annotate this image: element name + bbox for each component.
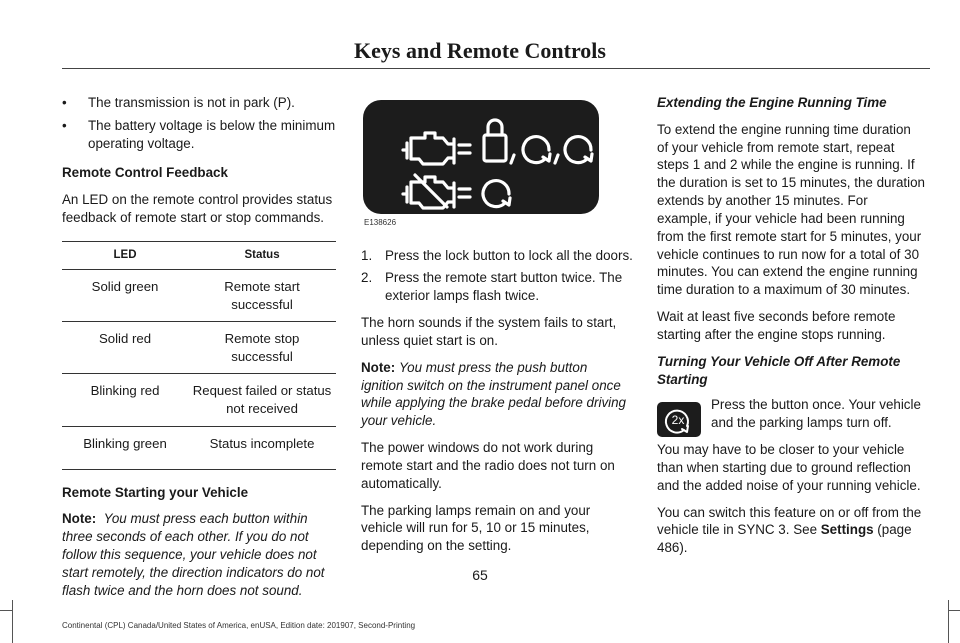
image-code: E138626 bbox=[364, 218, 397, 227]
step-item bbox=[361, 247, 633, 265]
led-status-table bbox=[62, 241, 336, 470]
table-cell-led: Blinking green bbox=[62, 426, 188, 469]
table-row bbox=[62, 426, 336, 469]
step-number: 2. bbox=[361, 270, 373, 286]
note-label: Note: bbox=[361, 359, 396, 375]
page-number: 65 bbox=[472, 567, 488, 583]
table-header-row bbox=[62, 241, 336, 269]
turning-heading: Turning Your Vehicle Off After Remote Starting bbox=[657, 353, 901, 387]
switch-text bbox=[657, 504, 925, 557]
closer-text: You may have to be closer to your vehicle than when starting due to ground reflection and the added noise of your running vehicle. bbox=[657, 442, 921, 493]
table-cell-status: Status incomplete bbox=[188, 426, 336, 469]
table-row bbox=[62, 270, 336, 322]
table-cell-led: Blinking red bbox=[62, 374, 188, 426]
bullet-text: The transmission is not in park (P). bbox=[88, 95, 295, 110]
bullet-dot: • bbox=[62, 95, 67, 110]
starting-note bbox=[62, 510, 336, 599]
extending-text: To extend the engine running time duration of your vehicle from remote start, repeat steps 1 and 2 while the engine is running. If the duration is set to 15 minutes, the duration extends by another 15 minutes. For example, if your vehicle had been running from the first remote start for 5 minutes, your vehicle continues to run now for a total of 30 minutes. You can extend the engine running time duration to a maximum of 30 minutes. bbox=[657, 121, 925, 298]
table-row bbox=[62, 322, 336, 374]
switch-text-pre: You can switch this feature on or off from the vehicle tile in SYNC 3. See bbox=[657, 504, 922, 538]
wait-text: Wait at least five seconds before remote starting after the engine stops running. bbox=[657, 309, 896, 342]
header-divider bbox=[62, 68, 930, 69]
note-text: You must press the push button ignition switch on the instrument panel once while applying the brake pedal before driving your vehicle. bbox=[361, 359, 627, 429]
press-button-row bbox=[657, 397, 925, 432]
step-text: Press the lock button to lock all the doors. bbox=[385, 247, 633, 263]
engine-lock-sequence-icon bbox=[363, 100, 599, 214]
extending-heading: Extending the Engine Running Time bbox=[657, 95, 887, 110]
button-label: 2x bbox=[671, 413, 685, 428]
note-text: You must press each button within three seconds of each other. If you do not follow this sequence, your vehicle does not start remotely, the direction indicators do not flash twice and the horn does not sound. bbox=[62, 511, 325, 598]
remote-start-button-icon bbox=[657, 402, 701, 437]
note-label: Note: bbox=[62, 511, 97, 527]
crop-mark bbox=[12, 600, 13, 643]
horn-text: The horn sounds if the system fails to start, unless quiet start is on. bbox=[361, 315, 617, 348]
table-header-status: Status bbox=[188, 241, 336, 269]
page-footer: Continental (CPL) Canada/United States of America, enUSA, Edition date: 201907, Second-Printing bbox=[62, 621, 416, 630]
settings-link[interactable]: Settings bbox=[820, 522, 874, 538]
table-cell-status: Remote stop successful bbox=[188, 322, 336, 374]
feedback-heading: Remote Control Feedback bbox=[62, 165, 228, 181]
step-number: 1. bbox=[361, 247, 373, 263]
bullet-dot: • bbox=[62, 117, 67, 133]
crop-mark bbox=[948, 600, 949, 643]
bullet-text: The battery voltage is below the minimum operating voltage. bbox=[88, 117, 336, 151]
windows-text: The power windows do not work during remote start and the radio does not turn on automatically. bbox=[361, 440, 615, 491]
column-left bbox=[62, 94, 336, 609]
step-item bbox=[361, 269, 633, 305]
parking-text: The parking lamps remain on and your vehicle will run for 5, 10 or 15 minutes, depending on the setting. bbox=[361, 502, 591, 554]
feedback-text: An LED on the remote control provides status feedback of remote start or stop commands. bbox=[62, 192, 333, 226]
ignition-note bbox=[361, 359, 633, 430]
table-header-led: LED bbox=[62, 241, 188, 269]
remote-start-illustration bbox=[363, 100, 599, 214]
table-cell-status: Request failed or status not received bbox=[188, 374, 336, 426]
press-text: Press the button once. Your vehicle and the parking lamps turn off. bbox=[711, 397, 921, 431]
column-middle bbox=[361, 100, 633, 564]
table-cell-led: Solid green bbox=[62, 270, 188, 322]
page-header-title: Keys and Remote Controls bbox=[354, 38, 606, 63]
column-right bbox=[657, 94, 925, 566]
bullet-item bbox=[62, 117, 336, 153]
table-cell-led: Solid red bbox=[62, 322, 188, 374]
table-row bbox=[62, 374, 336, 426]
table-cell-status: Remote start successful bbox=[188, 270, 336, 322]
step-text: Press the remote start button twice. The exterior lamps flash twice. bbox=[385, 270, 623, 304]
crop-mark bbox=[0, 610, 12, 611]
starting-heading: Remote Starting your Vehicle bbox=[62, 484, 249, 500]
bullet-item bbox=[62, 94, 336, 112]
switch-text-post: (page 486). bbox=[657, 522, 912, 556]
crop-mark bbox=[948, 610, 960, 611]
